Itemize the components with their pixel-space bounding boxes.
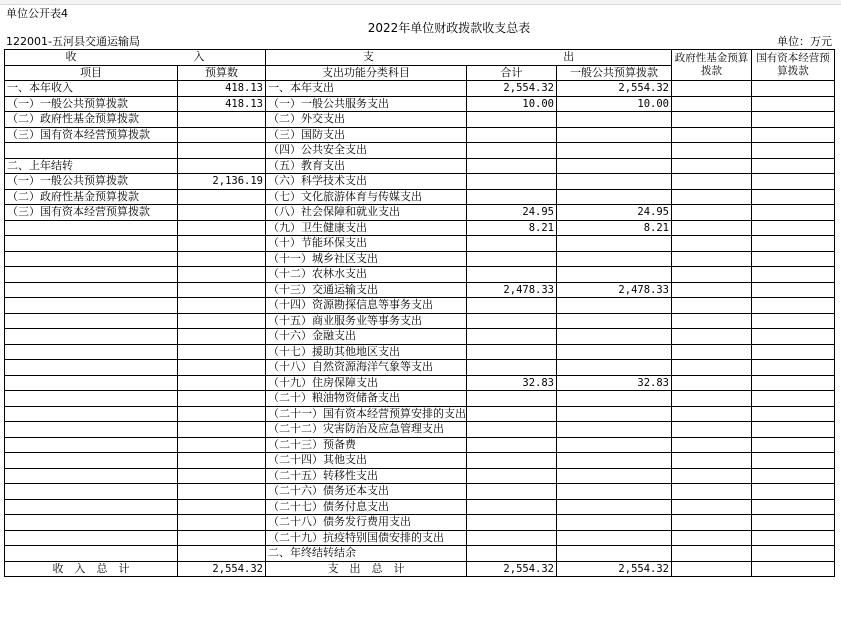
expense-state-capital-cell[interactable]	[752, 205, 835, 221]
income-item-cell[interactable]	[5, 422, 178, 438]
expense-gov-fund-cell[interactable]	[672, 437, 752, 453]
expense-item-cell[interactable]: （九）卫生健康支出	[266, 220, 467, 236]
expense-general-cell[interactable]	[557, 329, 672, 345]
expense-state-capital-cell[interactable]	[752, 546, 835, 562]
income-amount-cell[interactable]	[178, 313, 266, 329]
expense-gov-fund-cell[interactable]	[672, 174, 752, 190]
expense-gov-fund-cell[interactable]	[672, 205, 752, 221]
expense-item-cell[interactable]: （十七）援助其他地区支出	[266, 344, 467, 360]
expense-general-cell[interactable]: 2,554.32	[557, 81, 672, 97]
expense-state-capital-cell[interactable]	[752, 127, 835, 143]
report-title: 2022年单位财政拨款收支总表	[367, 21, 531, 35]
expense-item-cell[interactable]: （二）外交支出	[266, 112, 467, 128]
income-item-cell[interactable]	[5, 344, 178, 360]
expense-total-cell[interactable]	[467, 546, 557, 562]
expense-state-capital-cell[interactable]	[752, 437, 835, 453]
income-item-cell[interactable]: 一、本年收入	[5, 81, 178, 97]
income-amount-cell[interactable]	[178, 484, 266, 500]
expense-state-capital-cell[interactable]	[752, 267, 835, 283]
expense-gov-fund-cell[interactable]	[672, 530, 752, 546]
expense-total-cell[interactable]: 2,478.33	[467, 282, 557, 298]
table-row	[5, 96, 835, 112]
expense-total-cell[interactable]: 2,554.32	[467, 81, 557, 97]
table-row	[5, 112, 835, 128]
expense-gov-fund-cell[interactable]	[672, 453, 752, 469]
income-item-cell[interactable]	[5, 391, 178, 407]
expense-group-char-2: 出	[563, 50, 575, 64]
expense-total-cell[interactable]	[467, 499, 557, 515]
col-general-header: 一般公共预算拨款	[557, 65, 672, 81]
expense-general-cell[interactable]	[557, 468, 672, 484]
unit-name: 122001-五河县交通运输局	[6, 35, 140, 48]
report-sheet	[4, 6, 834, 577]
income-group-char-2: 入	[193, 50, 205, 64]
income-item-cell[interactable]	[5, 437, 178, 453]
table-row	[5, 298, 835, 314]
expense-general-cell[interactable]	[557, 313, 672, 329]
table-row	[5, 344, 835, 360]
expense-state-capital-cell[interactable]	[752, 344, 835, 360]
expense-general-cell[interactable]	[557, 344, 672, 360]
expense-gov-fund-cell[interactable]	[672, 360, 752, 376]
table-row	[5, 360, 835, 376]
expense-gov-fund-cell[interactable]	[672, 236, 752, 252]
expense-total-cell[interactable]	[467, 251, 557, 267]
col-state-capital-header: 国有资本经营预算拨款	[752, 50, 835, 81]
expense-item-cell[interactable]: （十一）城乡社区支出	[266, 251, 467, 267]
expense-gov-fund-cell[interactable]	[672, 422, 752, 438]
table-row	[5, 422, 835, 438]
income-item-cell[interactable]: （二）政府性基金预算拨款	[5, 189, 178, 205]
expense-total-cell[interactable]	[467, 158, 557, 174]
expense-total-label[interactable]: 支 出 总 计	[266, 561, 467, 577]
expense-state-capital-cell[interactable]	[752, 220, 835, 236]
expense-total-cell[interactable]	[467, 484, 557, 500]
income-item-cell[interactable]	[5, 329, 178, 345]
income-item-cell[interactable]	[5, 360, 178, 376]
expense-gov-fund-cell[interactable]	[672, 484, 752, 500]
table-row	[5, 205, 835, 221]
income-total-label[interactable]: 收 入 总 计	[5, 561, 178, 577]
table-row	[5, 189, 835, 205]
expense-general-cell[interactable]	[557, 251, 672, 267]
income-amount-cell[interactable]	[178, 298, 266, 314]
expense-gov-fund-cell[interactable]	[672, 282, 752, 298]
income-item-cell[interactable]	[5, 143, 178, 159]
expense-item-cell[interactable]: （七）文化旅游体育与传媒支出	[266, 189, 467, 205]
income-item-cell[interactable]	[5, 515, 178, 531]
expense-gov-fund-cell[interactable]	[672, 313, 752, 329]
expense-gov-fund-cell[interactable]	[672, 220, 752, 236]
expense-general-cell[interactable]: 10.00	[557, 96, 672, 112]
expense-state-capital-cell[interactable]	[752, 313, 835, 329]
table-row	[5, 174, 835, 190]
table-row	[5, 453, 835, 469]
income-amount-cell[interactable]	[178, 422, 266, 438]
expense-item-cell[interactable]: （二十）粮油物资储备支出	[266, 391, 467, 407]
expense-state-capital-cell[interactable]	[752, 282, 835, 298]
expense-item-cell[interactable]: （二十三）预备费	[266, 437, 467, 453]
income-item-cell[interactable]	[5, 298, 178, 314]
income-item-cell[interactable]	[5, 267, 178, 283]
spreadsheet-column-header-strip	[0, 0, 841, 5]
report-code-label: 单位公开表4	[6, 7, 68, 20]
table-row	[5, 484, 835, 500]
expense-general-total[interactable]: 2,554.32	[557, 561, 672, 577]
table-row	[5, 437, 835, 453]
expense-state-capital-cell[interactable]	[752, 422, 835, 438]
expense-total-cell[interactable]	[467, 329, 557, 345]
group-header-row	[5, 50, 835, 66]
income-item-cell[interactable]	[5, 313, 178, 329]
table-row	[5, 158, 835, 174]
col-gov-fund-header: 政府性基金预算拨款	[672, 50, 752, 81]
expense-general-cell[interactable]	[557, 267, 672, 283]
expense-item-cell[interactable]: 二、年终结转结余	[266, 546, 467, 562]
expense-general-cell[interactable]: 2,478.33	[557, 282, 672, 298]
expense-state-capital-cell[interactable]	[752, 251, 835, 267]
expense-gov-fund-cell[interactable]	[672, 298, 752, 314]
expense-item-cell[interactable]: 一、本年支出	[266, 81, 467, 97]
expense-total-cell[interactable]	[467, 406, 557, 422]
income-amount-cell[interactable]: 418.13	[178, 96, 266, 112]
expense-item-cell[interactable]: （二十二）灾害防治及应急管理支出	[266, 422, 467, 438]
expense-item-cell[interactable]: （三）国防支出	[266, 127, 467, 143]
expense-total-cell[interactable]	[467, 189, 557, 205]
expense-state-capital-cell[interactable]	[752, 96, 835, 112]
income-amount-cell[interactable]	[178, 360, 266, 376]
expense-gov-fund-cell[interactable]	[672, 158, 752, 174]
table-row	[5, 251, 835, 267]
expense-total-cell[interactable]	[467, 298, 557, 314]
expense-item-cell[interactable]: （六）科学技术支出	[266, 174, 467, 190]
expense-state-capital-cell[interactable]	[752, 406, 835, 422]
income-amount-cell[interactable]	[178, 251, 266, 267]
expense-total-cell[interactable]	[467, 422, 557, 438]
income-item-cell[interactable]	[5, 236, 178, 252]
expense-gov-fund-cell[interactable]	[672, 127, 752, 143]
expense-gov-fund-cell[interactable]	[672, 267, 752, 283]
table-row	[5, 220, 835, 236]
income-item-cell[interactable]	[5, 375, 178, 391]
expense-gov-fund-cell[interactable]	[672, 499, 752, 515]
income-amount-cell[interactable]	[178, 205, 266, 221]
expense-state-capital-cell[interactable]	[752, 143, 835, 159]
expense-total-cell[interactable]	[467, 515, 557, 531]
expense-general-cell[interactable]	[557, 360, 672, 376]
expense-general-cell[interactable]	[557, 112, 672, 128]
expense-state-capital-total[interactable]	[752, 561, 835, 577]
table-row	[5, 143, 835, 159]
expense-general-cell[interactable]	[557, 422, 672, 438]
income-item-cell[interactable]: （三）国有资本经营预算拨款	[5, 205, 178, 221]
expense-gov-fund-cell[interactable]	[672, 391, 752, 407]
expense-item-cell[interactable]: （十三）交通运输支出	[266, 282, 467, 298]
expense-gov-fund-cell[interactable]	[672, 189, 752, 205]
expense-gov-fund-total[interactable]	[672, 561, 752, 577]
income-item-cell[interactable]	[5, 251, 178, 267]
income-group-header	[5, 50, 266, 66]
income-amount-cell[interactable]	[178, 530, 266, 546]
expense-total-cell[interactable]	[467, 112, 557, 128]
col-budget-header: 预算数	[178, 65, 266, 81]
income-amount-cell[interactable]	[178, 267, 266, 283]
income-item-cell[interactable]	[5, 530, 178, 546]
expense-item-cell[interactable]: （二十八）债务发行费用支出	[266, 515, 467, 531]
expense-state-capital-cell[interactable]	[752, 174, 835, 190]
income-item-cell[interactable]: （一）一般公共预算拨款	[5, 174, 178, 190]
expense-item-cell[interactable]: （十）节能环保支出	[266, 236, 467, 252]
expense-group-char-1: 支	[362, 50, 374, 64]
col-func-header: 支出功能分类科目	[266, 65, 467, 81]
expense-general-cell[interactable]	[557, 530, 672, 546]
expense-state-capital-cell[interactable]	[752, 391, 835, 407]
table-row	[5, 81, 835, 97]
expense-gov-fund-cell[interactable]	[672, 81, 752, 97]
expense-gov-fund-cell[interactable]	[672, 406, 752, 422]
expense-item-cell[interactable]: （十八）自然资源海洋气象等支出	[266, 360, 467, 376]
income-amount-cell[interactable]	[178, 406, 266, 422]
table-row	[5, 546, 835, 562]
income-amount-cell[interactable]	[178, 329, 266, 345]
income-item-cell[interactable]	[5, 499, 178, 515]
income-amount-cell[interactable]	[178, 236, 266, 252]
income-amount-cell[interactable]	[178, 375, 266, 391]
expense-item-cell[interactable]: （二十五）转移性支出	[266, 468, 467, 484]
expense-item-cell[interactable]: （二十一）国有资本经营预算安排的支出	[266, 406, 467, 422]
expense-item-cell[interactable]: （十二）农林水支出	[266, 267, 467, 283]
income-item-cell[interactable]: （一）一般公共预算拨款	[5, 96, 178, 112]
table-row	[5, 391, 835, 407]
expense-gov-fund-cell[interactable]	[672, 112, 752, 128]
expense-general-cell[interactable]	[557, 174, 672, 190]
table-row	[5, 313, 835, 329]
income-item-cell[interactable]: （二）政府性基金预算拨款	[5, 112, 178, 128]
table-row	[5, 282, 835, 298]
expense-general-cell[interactable]	[557, 143, 672, 159]
income-amount-cell[interactable]	[178, 158, 266, 174]
expense-total-cell[interactable]	[467, 437, 557, 453]
report-meta-row	[4, 35, 834, 49]
income-item-cell[interactable]	[5, 220, 178, 236]
expense-general-cell[interactable]	[557, 236, 672, 252]
expense-item-cell[interactable]: （十四）资源勘探信息等事务支出	[266, 298, 467, 314]
expense-general-cell[interactable]	[557, 127, 672, 143]
income-amount-cell[interactable]	[178, 499, 266, 515]
income-amount-cell[interactable]	[178, 189, 266, 205]
expense-item-cell[interactable]: （二十六）债务还本支出	[266, 484, 467, 500]
expense-gov-fund-cell[interactable]	[672, 375, 752, 391]
expense-gov-fund-cell[interactable]	[672, 251, 752, 267]
expense-general-cell[interactable]	[557, 189, 672, 205]
income-amount-cell[interactable]	[178, 220, 266, 236]
budget-table	[4, 49, 835, 577]
expense-total-cell[interactable]	[467, 143, 557, 159]
income-amount-cell[interactable]	[178, 437, 266, 453]
expense-item-cell[interactable]: （四）公共安全支出	[266, 143, 467, 159]
expense-gov-fund-cell[interactable]	[672, 329, 752, 345]
unit-label: 单位：万元	[777, 35, 832, 48]
expense-item-cell[interactable]: （二十九）抗疫特别国债安排的支出	[266, 530, 467, 546]
income-amount-cell[interactable]	[178, 515, 266, 531]
income-amount-cell[interactable]	[178, 112, 266, 128]
income-item-cell[interactable]	[5, 468, 178, 484]
expense-item-cell[interactable]: （十五）商业服务业等事务支出	[266, 313, 467, 329]
income-item-cell[interactable]	[5, 282, 178, 298]
income-amount-cell[interactable]	[178, 546, 266, 562]
expense-total-cell[interactable]	[467, 453, 557, 469]
expense-state-capital-cell[interactable]	[752, 298, 835, 314]
expense-total-amount[interactable]: 2,554.32	[467, 561, 557, 577]
col-total-header: 合计	[467, 65, 557, 81]
expense-gov-fund-cell[interactable]	[672, 468, 752, 484]
expense-state-capital-cell[interactable]	[752, 112, 835, 128]
expense-total-cell[interactable]	[467, 127, 557, 143]
income-amount-cell[interactable]	[178, 468, 266, 484]
expense-gov-fund-cell[interactable]	[672, 143, 752, 159]
income-amount-cell[interactable]	[178, 282, 266, 298]
expense-state-capital-cell[interactable]	[752, 189, 835, 205]
expense-state-capital-cell[interactable]	[752, 158, 835, 174]
expense-gov-fund-cell[interactable]	[672, 515, 752, 531]
income-item-cell[interactable]	[5, 406, 178, 422]
expense-gov-fund-cell[interactable]	[672, 96, 752, 112]
expense-total-cell[interactable]	[467, 313, 557, 329]
income-total-amount[interactable]: 2,554.32	[178, 561, 266, 577]
expense-general-cell[interactable]	[557, 515, 672, 531]
expense-general-cell[interactable]	[557, 546, 672, 562]
expense-general-cell[interactable]: 24.95	[557, 205, 672, 221]
totals-row	[5, 561, 835, 577]
expense-state-capital-cell[interactable]	[752, 484, 835, 500]
income-amount-cell[interactable]	[178, 143, 266, 159]
expense-total-cell[interactable]: 8.21	[467, 220, 557, 236]
expense-gov-fund-cell[interactable]	[672, 344, 752, 360]
expense-total-cell[interactable]	[467, 344, 557, 360]
income-item-cell[interactable]	[5, 484, 178, 500]
income-group-char-1: 收	[65, 50, 77, 64]
table-row	[5, 127, 835, 143]
expense-total-cell[interactable]	[467, 530, 557, 546]
income-amount-cell[interactable]	[178, 391, 266, 407]
expense-gov-fund-cell[interactable]	[672, 546, 752, 562]
expense-total-cell[interactable]	[467, 174, 557, 190]
col-item-header: 项目	[5, 65, 178, 81]
expense-total-cell[interactable]	[467, 267, 557, 283]
expense-group-header	[266, 50, 672, 66]
expense-state-capital-cell[interactable]	[752, 515, 835, 531]
income-item-cell[interactable]	[5, 546, 178, 562]
expense-state-capital-cell[interactable]	[752, 530, 835, 546]
income-item-cell[interactable]	[5, 453, 178, 469]
expense-item-cell[interactable]: （一）一般公共服务支出	[266, 96, 467, 112]
expense-state-capital-cell[interactable]	[752, 468, 835, 484]
expense-general-cell[interactable]: 32.83	[557, 375, 672, 391]
income-amount-cell[interactable]	[178, 453, 266, 469]
table-row	[5, 530, 835, 546]
expense-general-cell[interactable]	[557, 298, 672, 314]
table-row	[5, 468, 835, 484]
expense-state-capital-cell[interactable]	[752, 499, 835, 515]
expense-total-cell[interactable]	[467, 468, 557, 484]
table-row	[5, 406, 835, 422]
income-amount-cell[interactable]	[178, 344, 266, 360]
expense-total-cell[interactable]	[467, 360, 557, 376]
table-row	[5, 236, 835, 252]
income-item-cell[interactable]: 二、上年结转	[5, 158, 178, 174]
expense-item-cell[interactable]: （五）教育支出	[266, 158, 467, 174]
expense-item-cell[interactable]: （二十七）债务付息支出	[266, 499, 467, 515]
expense-total-cell[interactable]: 32.83	[467, 375, 557, 391]
expense-general-cell[interactable]	[557, 484, 672, 500]
expense-general-cell[interactable]	[557, 158, 672, 174]
expense-item-cell[interactable]: （二十四）其他支出	[266, 453, 467, 469]
expense-general-cell[interactable]: 8.21	[557, 220, 672, 236]
table-row	[5, 329, 835, 345]
expense-item-cell[interactable]: （十九）住房保障支出	[266, 375, 467, 391]
expense-item-cell[interactable]: （八）社会保障和就业支出	[266, 205, 467, 221]
expense-total-cell[interactable]	[467, 236, 557, 252]
income-item-cell[interactable]: （三）国有资本经营预算拨款	[5, 127, 178, 143]
expense-total-cell[interactable]: 24.95	[467, 205, 557, 221]
expense-state-capital-cell[interactable]	[752, 453, 835, 469]
expense-general-cell[interactable]	[557, 437, 672, 453]
expense-state-capital-cell[interactable]	[752, 236, 835, 252]
income-amount-cell[interactable]	[178, 127, 266, 143]
table-row	[5, 499, 835, 515]
income-amount-cell[interactable]: 418.13	[178, 81, 266, 97]
expense-total-cell[interactable]	[467, 391, 557, 407]
table-row	[5, 375, 835, 391]
expense-general-cell[interactable]	[557, 499, 672, 515]
expense-state-capital-cell[interactable]	[752, 329, 835, 345]
expense-state-capital-cell[interactable]	[752, 375, 835, 391]
expense-total-cell[interactable]: 10.00	[467, 96, 557, 112]
expense-general-cell[interactable]	[557, 391, 672, 407]
expense-state-capital-cell[interactable]	[752, 360, 835, 376]
income-amount-cell[interactable]: 2,136.19	[178, 174, 266, 190]
expense-state-capital-cell[interactable]	[752, 81, 835, 97]
expense-item-cell[interactable]: （十六）金融支出	[266, 329, 467, 345]
table-row	[5, 515, 835, 531]
expense-general-cell[interactable]	[557, 406, 672, 422]
table-row	[5, 267, 835, 283]
expense-general-cell[interactable]	[557, 453, 672, 469]
